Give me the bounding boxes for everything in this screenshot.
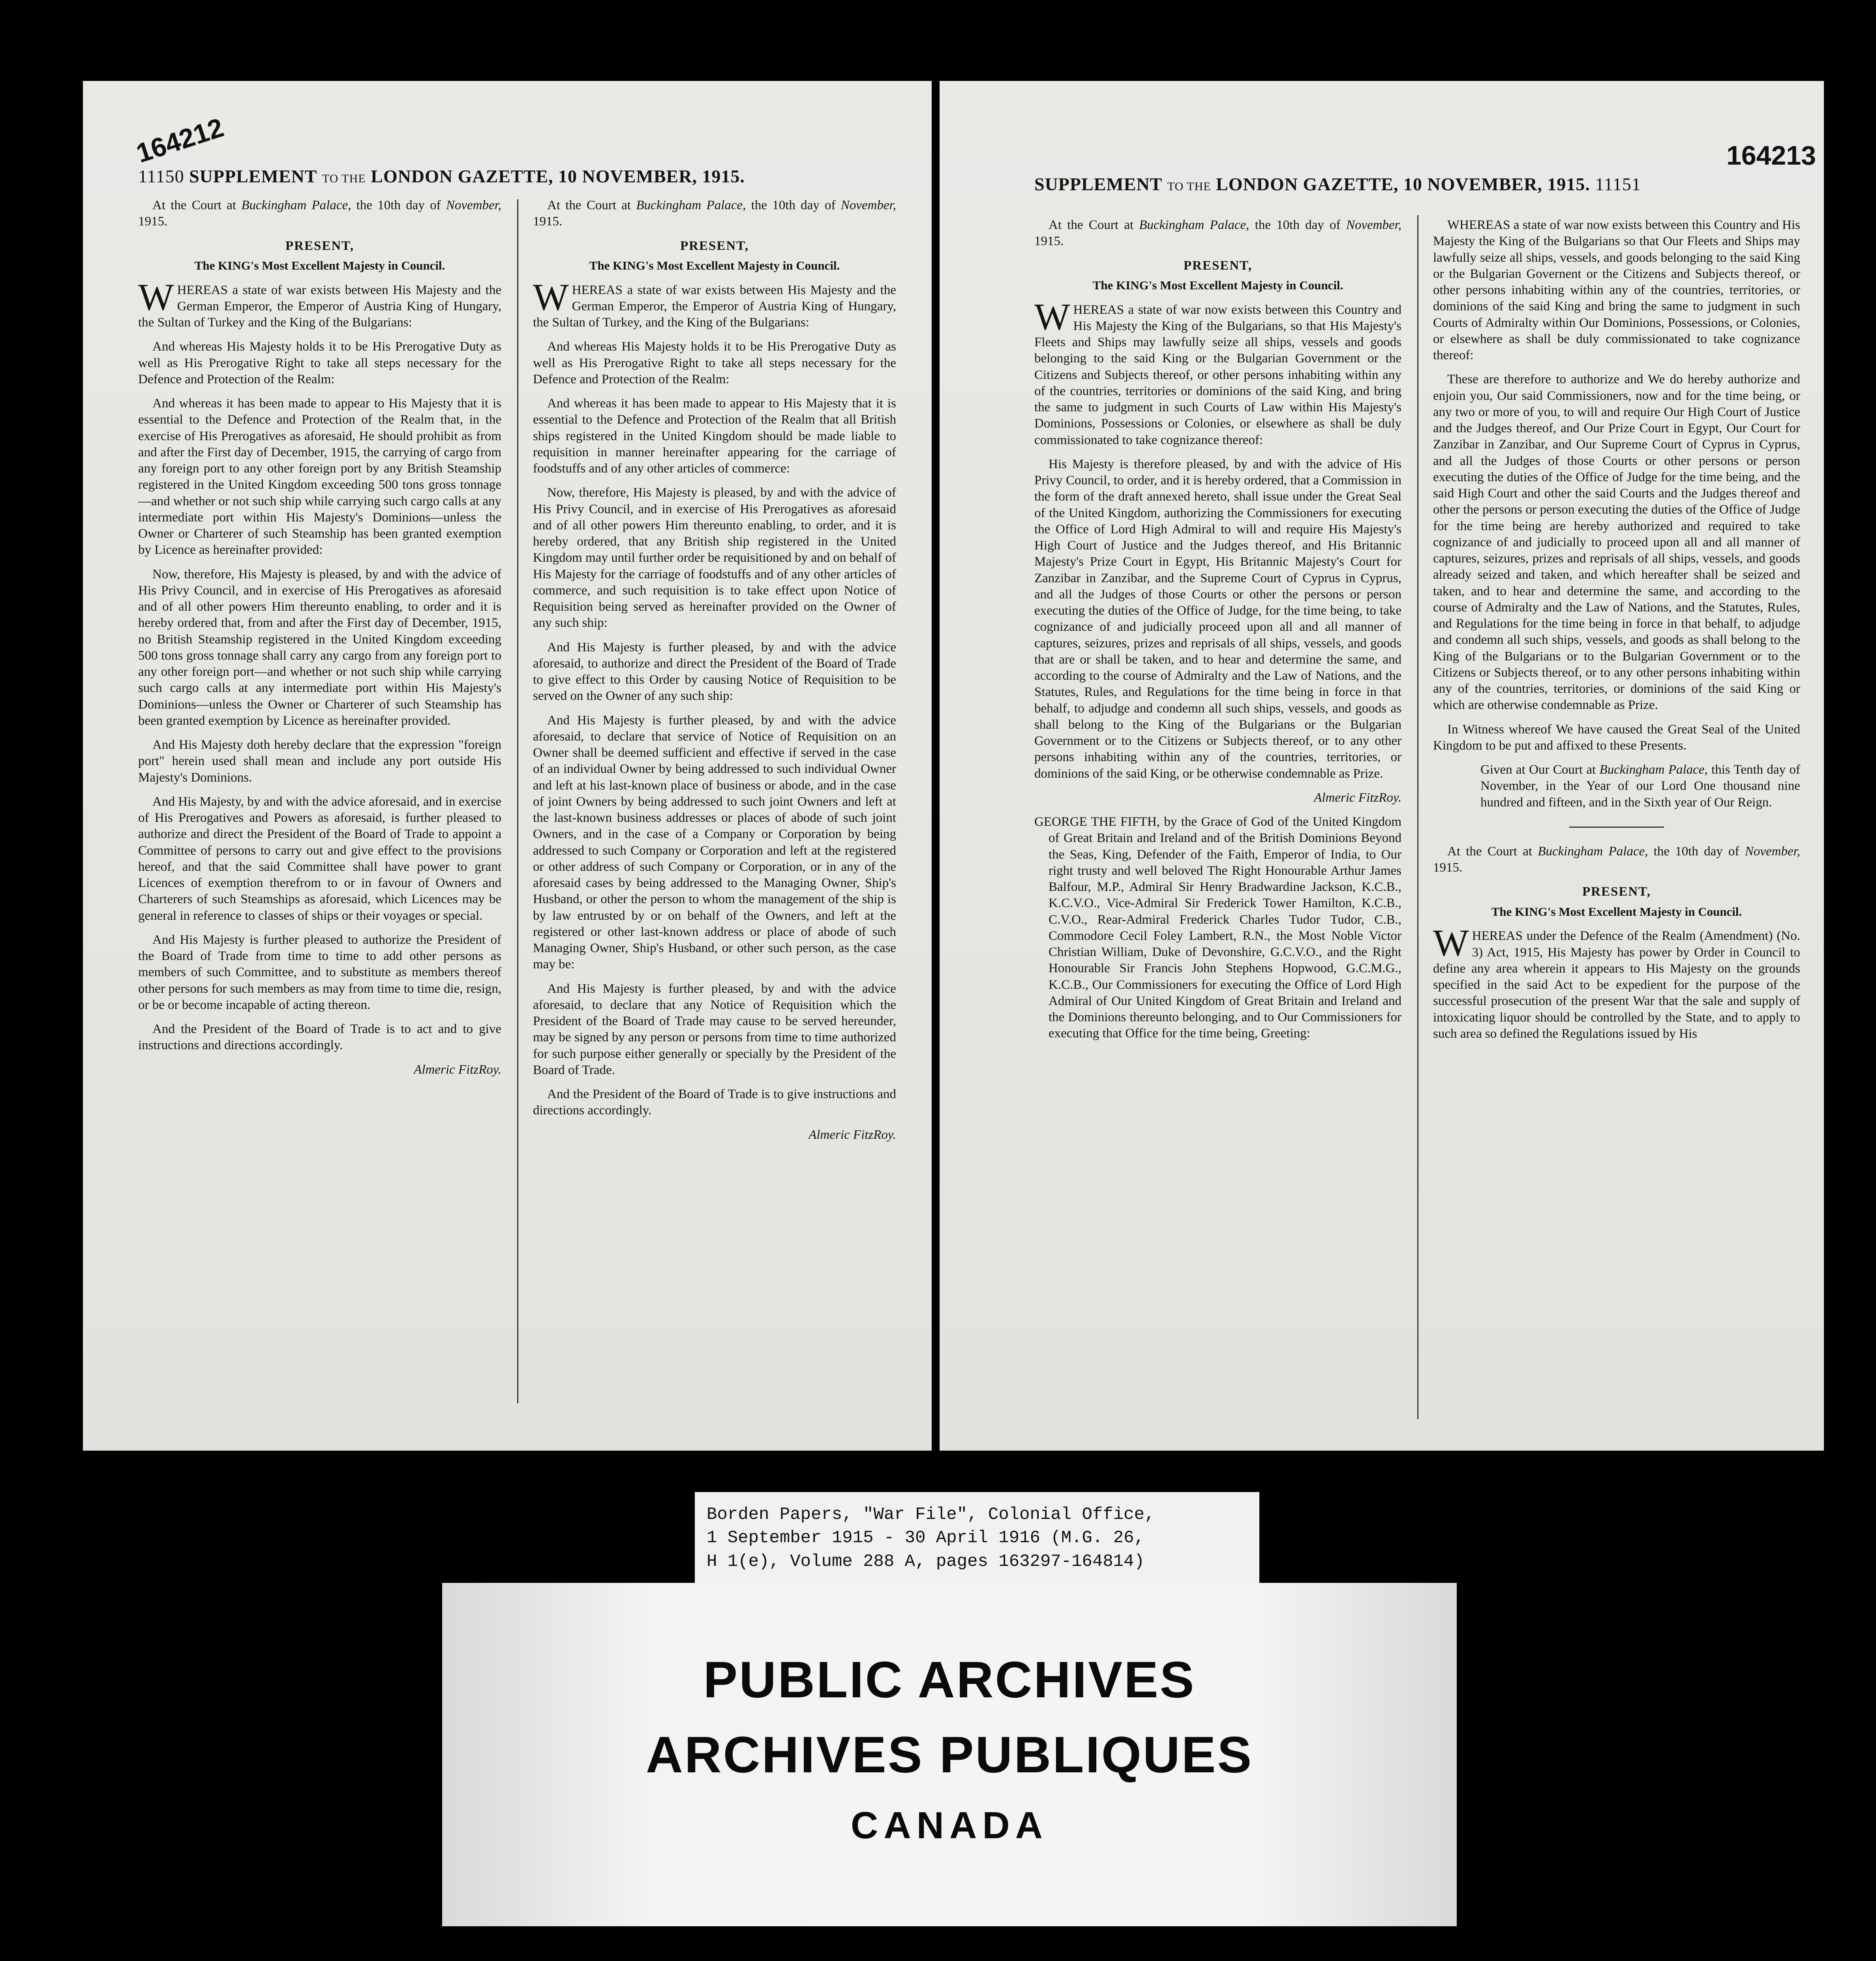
council-heading: The KING's Most Excellent Majesty in Council. bbox=[194, 258, 445, 272]
paragraph: Now, therefore, His Majesty is pleased, by and with the advice of His Privy Council, and in exercise of His Prerogatives as aforesaid and of all other powers Him thereunto enabling, to order and it is hereby ordered that, from and after the First day of December, 1915, no British Steamship registered in the United Kingdom exceeding 500 tons gross tonnage shall carry any cargo from any foreign port to any other foreign port—and whether or not such ship while carrying such cargo calls at any intermediate port within His Majesty's Dominions—unless the Owner or Charterer of such Steamship has been granted exemption by Licence as hereinafter provided. bbox=[138, 567, 501, 728]
signature: Almeric FitzRoy. bbox=[809, 1127, 896, 1142]
paragraph: His Majesty is therefore pleased, by and with the advice of His Privy Council, to order, and it is hereby ordered, that a Commission in the form of the draft annexed hereto, shall issue under the Great Seal of the United Kingdom, authorizing the Commissioners for executing the Office of Lord High Admiral to will and require His Majesty's High Court of Justice and the Judges thereof, and His Britannic Majesty's Prize Court in Egypt, His Britannic Majesty's Court for Zanzibar in Zanzibar, and the Supreme Court of Cyprus in Cyprus, and all the Judges of those Courts or other the persons or person executing the duties of the Office of Judge, for the time being, to take cognizance of and judicially proceed upon all and all manner of captures, seizures, prizes and reprisals of all ships, vessels, and goods that are or shall be taken, and to hear and determine the same, and according to the course of Admiralty and the Law of Nations, and the Statutes, Rules, and Regulations for the time being in force in that behalf, to adjudge and condemn all such ships, vessels, and goods as shall belong to the King of the Bulgarians or the Bulgarian Government or to the Citizens or Subjects thereof, or to any other persons inhabiting within any of the countries, territories, or dominions of the said King, or be otherwise condemnable as Prize. bbox=[1034, 457, 1401, 781]
paragraph: And whereas it has been made to appear to His Majesty that it is essential to the Defence and Protection of the Realm that, in the exercise of His Prerogatives as aforesaid, He should prohibit as from and after the First day of December, 1915, the carrying of cargo from any foreign port to any other foreign port by any British Steamship registered in the United Kingdom exceeding 500 tons gross tonnage—and whether or not such ship while carrying such cargo calls at any intermediate port within His Majesty's Dominions—unless the Owner or Charterer of such Steamship has been granted exemption by Licence as hereinafter provided: bbox=[138, 396, 501, 557]
paragraph: WHEREAS a state of war now exists between this Country and His Majesty the King of the Bulgarians, so that His Majesty's Fleets and Ships may lawfully seize all ships, vessels and goods belonging to the said King or the Bulgarian Government or the Citizens and Subjects thereof, or other persons inhabiting within any of the countries, territories or dominions of the said King, and bring the same to judgment in such Courts of Law within His Majesty's Dominions, Possessions or Colonies, or elsewhere as shall be duly commissionated to take cognizance thereof: bbox=[1034, 295, 1401, 447]
paragraph: And whereas His Majesty holds it to be His Prerogative Duty as well as His Prerogative Right to take all steps necessary for the Defence and Protection of the Realm: bbox=[138, 339, 501, 386]
present-heading: PRESENT, bbox=[1582, 885, 1651, 899]
archive-stamp-number: 164213 bbox=[1726, 141, 1816, 171]
paragraph: These are therefore to authorize and We do hereby authorize and enjoin you, Our said Commissioners, now and for the time being, or any two or more of you, to will and require Our High Court of Justice and the Judges thereof, and Our Prize Court in Egypt, Our Court for Zanzibar in Zanzibar, and Our Supreme Court of Cyprus in Cyprus, and all the Judges of those Courts or other persons or person executing the duties of the Office of Judge for the time being, and the said High Court and other the said Courts and the Judges thereof and other the persons or person executing the duties of the Office of Judge for the time being are hereby authorized and required to take cognizance of and judicially to proceed upon all and all manner of captures, seizures, prizes and reprisals of all ships, vessels, and goods already seized and taken, and which hereafter shall be seized and taken, and to hear and determine the same, and according to the course of Admiralty and the Law of Nations, and the Statutes, Rules, and Regulations for the time being in force in that behalf, to adjudge and condemn all such ships, vessels, and goods as shall belong to the King of the Bulgarians or to the Bulgarian Government or to the Citizens or Subjects thereof, or to any other persons inhabiting within any of the countries, territories, or dominions of the said King or which are otherwise condemnable as Prize. bbox=[1433, 372, 1800, 712]
archives-english: PUBLIC ARCHIVES bbox=[703, 1651, 1196, 1708]
header-gazette: LONDON GAZETTE, 10 NOVEMBER, 1915. bbox=[1216, 174, 1590, 194]
paragraph: WHEREAS a state of war exists between His Majesty and the German Emperor, the Emperor of Austria King of Hungary, the Sultan of Turkey and the King of the Bulgarians: bbox=[138, 276, 501, 330]
column-2 bbox=[1433, 217, 1800, 1403]
paragraph: And His Majesty is further pleased, by and with the advice aforesaid, to authorize and direct the President of the Board of Trade to give effect to this Order by causing Notice of Requisition to be served on the Owner of any such ship: bbox=[533, 640, 896, 703]
paragraph: And His Majesty is further pleased, by and with the advice aforesaid, to declare that service of Notice of Requisition on an Owner shall be deemed sufficient and effective if served in the case of an individual Owner by being addressed to such individual Owner and left at his last-known place of business or abode, and in the case of joint Owners by being addressed to such joint Owners and left at the last-known business addresses or places of abode of such joint Owners, and in the case of a Company or Corporation by being addressed to such Company or Corporation and left at the registered or other address of such Company or Corporation, or in any of the aforesaid cases by being addressed to the Managing Owner, Ship's Husband, or other the person to whom the management of the ship is by law entrusted by or on behalf of the Owners, and left at the registered or other last-known address or place of abode of such Managing Owner, Ship's Husband, or other such person, as the case may be: bbox=[533, 713, 896, 972]
archives-french: ARCHIVES PUBLIQUES bbox=[645, 1726, 1253, 1783]
court-line: At the Court at Buckingham Palace, the 10th day of November, 1915. bbox=[1433, 844, 1800, 875]
right-page bbox=[940, 81, 1824, 1451]
label-line: Borden Papers, "War File", Colonial Office, bbox=[707, 1505, 1155, 1524]
header-supplement: SUPPLEMENT bbox=[1034, 174, 1163, 194]
column-1 bbox=[1034, 217, 1401, 1403]
left-page bbox=[83, 81, 932, 1451]
header-gazette: LONDON GAZETTE, 10 NOVEMBER, 1915. bbox=[371, 166, 745, 186]
paragraph: And the President of the Board of Trade is to give instructions and directions accordingly. bbox=[533, 1087, 896, 1118]
label-line: 1 September 1915 - 30 April 1916 (M.G. 26, bbox=[707, 1528, 1144, 1548]
paragraph: And the President of the Board of Trade is to act and to give instructions and directions accordingly. bbox=[138, 1022, 501, 1053]
header-to-the: TO THE bbox=[1167, 180, 1211, 193]
paragraph: And His Majesty is further pleased to authorize the President of the Board of Trade from time to time to add other persons as members of such Committee, and to substitute as members thereof other persons for such members as may from time to time die, resign, or be or become incapable of acting thereon. bbox=[138, 932, 501, 1012]
council-heading: The KING's Most Excellent Majesty in Council. bbox=[1092, 278, 1343, 292]
archive-stamp-number: 164212 bbox=[133, 112, 227, 169]
paragraph: And His Majesty doth hereby declare that the expression "foreign port" herein used shall mean and include any port outside His Majesty's Dominions. bbox=[138, 738, 501, 785]
column-divider bbox=[1417, 215, 1418, 1419]
paragraph: And whereas His Majesty holds it to be His Prerogative Duty as well as His Prerogative Right to take all steps necessary for the Defence and Protection of the Realm: bbox=[533, 339, 896, 386]
council-heading: The KING's Most Excellent Majesty in Council. bbox=[1491, 904, 1742, 919]
signature: Almeric FitzRoy. bbox=[414, 1062, 501, 1077]
court-line: At the Court at Buckingham Palace, the 10th day of November, 1915. bbox=[138, 198, 501, 229]
commission-address: GEORGE THE FIFTH, by the Grace of God of the United Kingdom of Great Britain and Ireland and of the British Dominions Beyond the Seas, King, Defender of the Faith, Emperor of India, to Our right trusty and well beloved The Right Honourable Arthur James Balfour, M.P., Admiral Sir Henry Bradwardine Jackson, K.C.B., K.C.V.O., Vice-Admiral Sir Frederick Tower Hamilton, K.C.B., C.V.O., Rear-Admiral Frederick Charles Tudor Tudor, C.B., Commodore Cecil Foley Lambert, R.N., the Most Noble Victor Christian William, Duke of Devonshire, G.C.V.O., and the Right Honourable Sir Francis John Stephens Hopwood, G.C.M.G., K.C.B., Our Commissioners for executing the Office of Lord High Admiral of Our United Kingdom of Great Britain and Ireland and the Dominions thereunto belonging, and to Our Commissioners for executing that Office for the time being, Greeting: bbox=[1034, 815, 1401, 1041]
page-header bbox=[138, 166, 745, 187]
paragraph: WHEREAS a state of war now exists between this Country and His Majesty the King of the Bulgarians so that Our Fleets and Ships may lawfully seize all ships, vessels, and goods belonging to the said King or the Bulgarian Governent or the Citizens and Subjects thereof, or other persons inhabiting within any of the countries, territories, or dominions of the said King and bring the same to judgment in such Courts of Admiralty within Our Dominions, Possessions, or Colonies, or elsewhere as shall be duly commissionated to take cognizance thereof: bbox=[1433, 218, 1800, 362]
present-heading: PRESENT, bbox=[285, 238, 354, 253]
archives-country: CANADA bbox=[851, 1804, 1048, 1847]
page-header bbox=[1034, 174, 1641, 195]
council-heading: The KING's Most Excellent Majesty in Council. bbox=[589, 258, 840, 272]
paragraph: And His Majesty, by and with the advice aforesaid, and in exercise of His Prerogatives and Powers as aforesaid, is further pleased to authorize and direct the President of the Board of Trade to appoint a Committee of persons to carry out and give effect to the provisions hereof, and that the said Committee shall have power to grant Licences of exemption therefrom to or in favour of Owners and Charterers of such Steamships as aforesaid, which Licences may be general in reference to classes of ships or their voyages or special. bbox=[138, 794, 501, 923]
page-number: 11151 bbox=[1595, 174, 1641, 194]
paragraph: And whereas it has been made to appear to His Majesty that it is essential to the Defence and Protection of the Realm that all British ships registered in the United Kingdom should be made liable to requisition in manner hereinafter appearing for the carriage of foodstuffs and of any other articles of commerce: bbox=[533, 396, 896, 476]
column-2 bbox=[533, 197, 896, 1403]
present-heading: PRESENT, bbox=[680, 238, 749, 253]
paragraph: WHEREAS under the Defence of the Realm (Amendment) (No. 3) Act, 1915, His Majesty has power by Order in Council to define any area wherein it appears to His Majesty on the grounds specified in the said Act to be expedient for the purpose of the successful prosecution of the present War that the sale and supply of intoxicating liquor should be controlled by the State, and to apply to such area so defined the Regulations issued by His bbox=[1433, 922, 1800, 1041]
label-line: H 1(e), Volume 288 A, pages 163297-164814) bbox=[707, 1551, 1144, 1571]
paragraph: In Witness whereof We have caused the Great Seal of the United Kingdom to be put and affixed to these Presents. bbox=[1433, 722, 1800, 753]
court-line: At the Court at Buckingham Palace, the 10th day of November, 1915. bbox=[1034, 218, 1401, 249]
section-divider bbox=[1569, 827, 1664, 828]
header-supplement: SUPPLEMENT bbox=[189, 166, 317, 186]
court-line: At the Court at Buckingham Palace, the 10th day of November, 1915. bbox=[533, 198, 896, 229]
column-1 bbox=[138, 197, 501, 1403]
given-at-court: Given at Our Court at Buckingham Palace, this Tenth day of November, in the Year of our Lord One thousand nine hundred and fifteen, and in the Sixth year of Our Reign. bbox=[1480, 763, 1800, 810]
signature: Almeric FitzRoy. bbox=[1314, 790, 1401, 805]
column-divider bbox=[517, 199, 518, 1403]
public-archives-label bbox=[442, 1583, 1457, 1926]
header-to-the: TO THE bbox=[322, 172, 366, 185]
paragraph: Now, therefore, His Majesty is pleased, by and with the advice of His Privy Council, and in exercise of His Prerogatives as aforesaid and of all other powers Him thereunto enabling, to order, and it is hereby ordered, that any British ship registered in the United Kingdom may until further order be requisitioned by and on behalf of His Majesty for the carriage of foodstuffs and of any other articles of commerce, and such requisition is to take effect upon Notice of Requisition being served as hereinafter provided on the Owner of any such ship: bbox=[533, 486, 896, 630]
paragraph: WHEREAS a state of war exists between His Majesty and the German Emperor, the Emperor of Austria King of Hungary, the Sultan of Turkey, and the King of the Bulgarians: bbox=[533, 276, 896, 330]
page-number: 11150 bbox=[138, 166, 184, 186]
present-heading: PRESENT, bbox=[1183, 258, 1252, 273]
paragraph: And His Majesty is further pleased, by and with the advice aforesaid, to declare that any Notice of Requisition which the President of the Board of Trade may cause to be served hereunder, may be signed by any person or persons from time to time authorized for such purpose either generally or specially by the President of the Board of Trade. bbox=[533, 981, 896, 1077]
